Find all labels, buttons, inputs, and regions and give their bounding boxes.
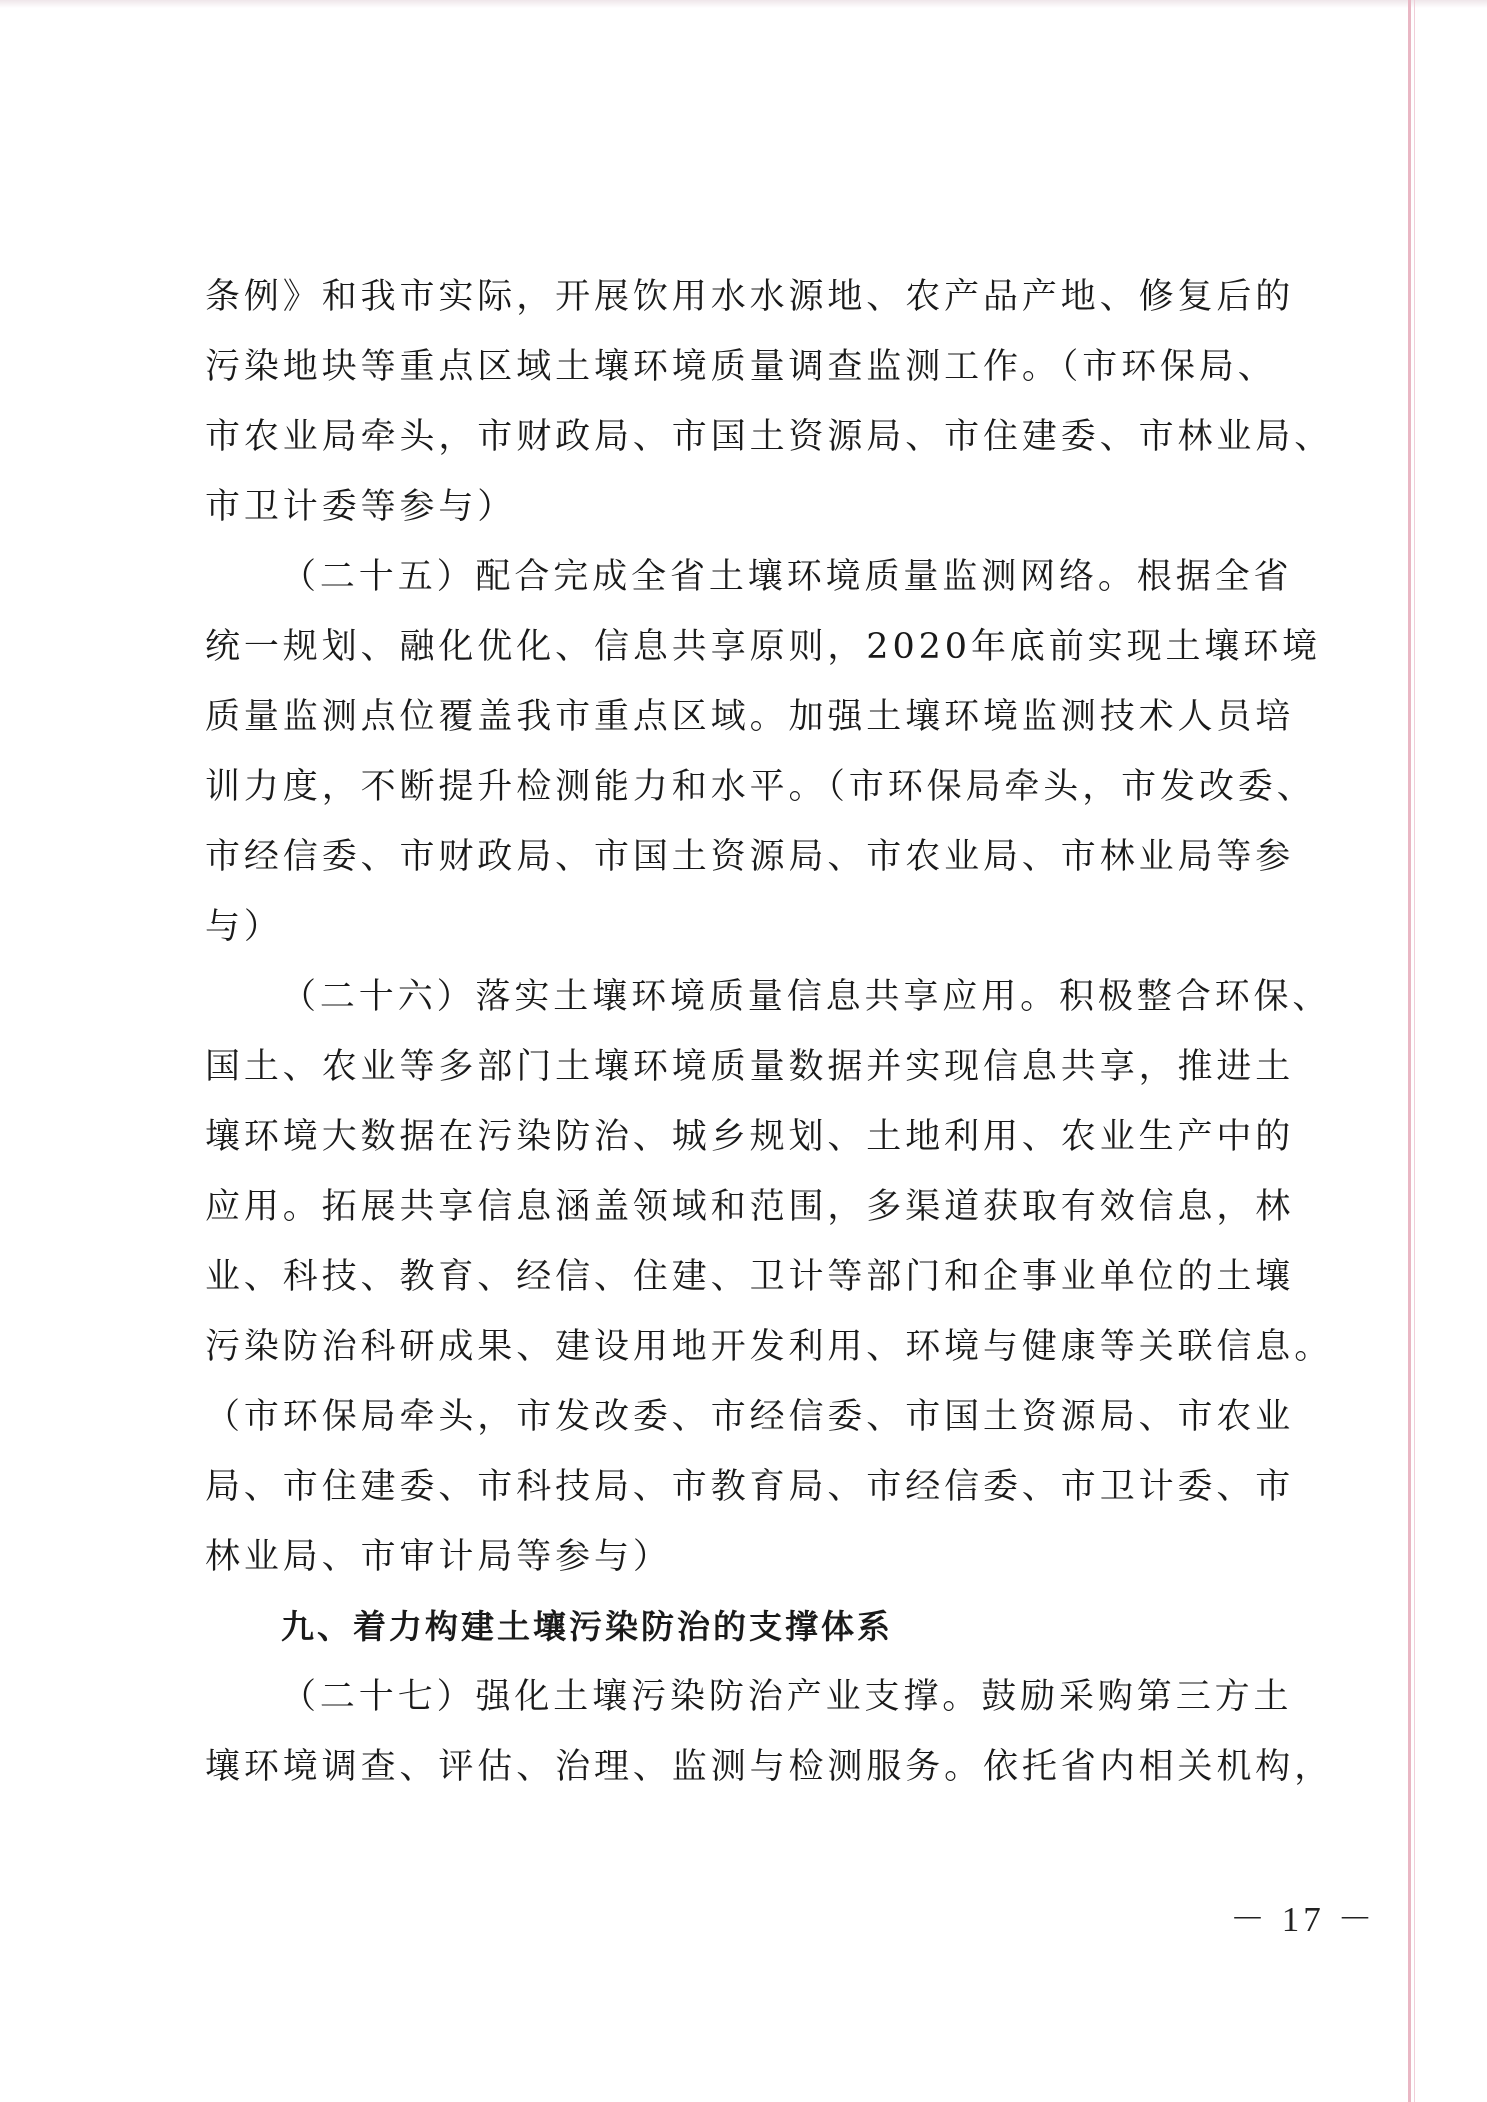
text-line: 市经信委、市财政局、市国土资源局、市农业局、市林业局等参: [205, 837, 1295, 877]
text-line: 应用。拓展共享信息涵盖领域和范围，多渠道获取有效信息，林: [205, 1187, 1295, 1227]
paragraph-25-start: （二十五）配合完成全省土壤环境质量监测网络。根据全省: [281, 557, 1293, 597]
text-line: 条例》和我市实际，开展饮用水水源地、农产品产地、修复后的: [205, 277, 1295, 317]
text-line: 林业局、市审计局等参与）: [205, 1537, 672, 1577]
paragraph-27-start: （二十七）强化土壤污染防治产业支撑。鼓励采购第三方土: [281, 1677, 1293, 1717]
text-line: 业、科技、教育、经信、住建、卫计等部门和企事业单位的土壤: [205, 1257, 1295, 1297]
section-heading-9: 九、着力构建土壤污染防治的支撑体系: [281, 1607, 893, 1646]
text-line: 壤环境大数据在污染防治、城乡规划、土地利用、农业生产中的: [205, 1117, 1295, 1157]
text-line: 污染地块等重点区域土壤环境质量调查监测工作。（市环保局、: [205, 347, 1277, 387]
document-body: [205, 262, 1340, 1802]
scan-top-edge: [0, 0, 1487, 8]
text-line: （市环保局牵头，市发改委、市经信委、市国土资源局、市农业: [205, 1397, 1295, 1437]
text-line: 壤环境调查、评估、治理、监测与检测服务。依托省内相关机构，: [205, 1747, 1334, 1787]
text-line: 与）: [205, 907, 283, 947]
paragraph-26-start: （二十六）落实土壤环境质量信息共享应用。积极整合环保、: [281, 977, 1332, 1017]
text-line: 局、市住建委、市科技局、市教育局、市经信委、市卫计委、市: [205, 1467, 1295, 1507]
text-line: 污染防治科研成果、建设用地开发利用、环境与健康等关联信息。: [205, 1327, 1334, 1367]
text-line: 统一规划、融化优化、信息共享原则，2020年底前实现土壤环境: [205, 627, 1322, 667]
page-number: － 17 －: [1230, 1900, 1377, 1939]
text-line: 国土、农业等多部门土壤环境质量数据并实现信息共享，推进土: [205, 1047, 1295, 1087]
text-line: 市农业局牵头，市财政局、市国土资源局、市住建委、市林业局、: [205, 417, 1334, 457]
text-line: 训力度，不断提升检测能力和水平。（市环保局牵头，市发改委、: [205, 767, 1316, 807]
text-line: 市卫计委等参与）: [205, 487, 517, 527]
text-line: 质量监测点位覆盖我市重点区域。加强土壤环境监测技术人员培: [205, 697, 1295, 737]
scan-binding-line-thin: [1414, 0, 1415, 2102]
scan-binding-line: [1408, 0, 1411, 2102]
